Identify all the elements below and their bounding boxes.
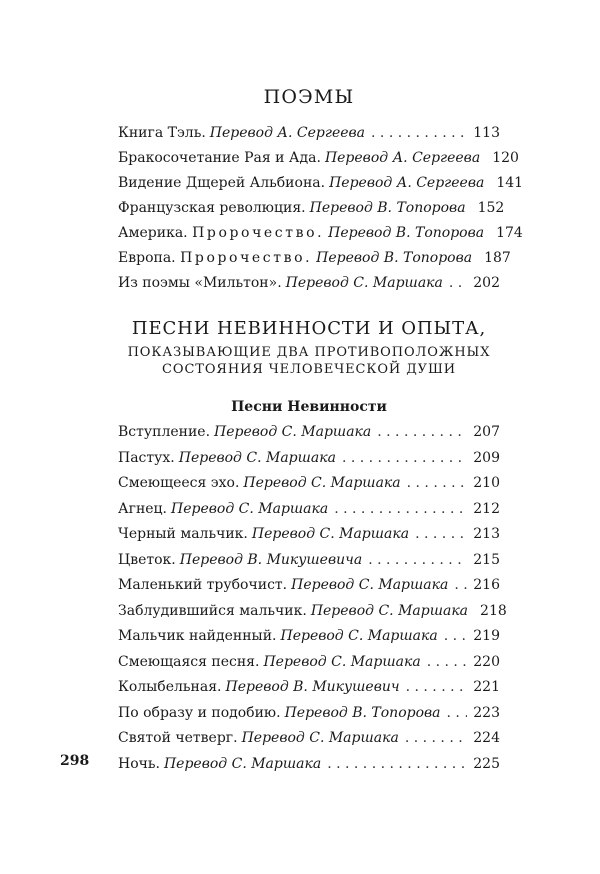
entry-title: Вступление. — [118, 424, 211, 440]
entry-title: Заблудившийся мальчик. — [118, 602, 307, 619]
entry-title-spaced: Пророчество. — [192, 225, 325, 241]
toc-entry — [118, 573, 500, 599]
page-number: 298 — [60, 753, 90, 769]
dot-leader — [406, 675, 468, 701]
entry-translator: Перевод С. Маршака — [171, 500, 329, 517]
toc-entry — [118, 196, 505, 221]
entry-translator: Перевод В. Топорова — [316, 250, 473, 266]
subsection-heading-innocence: Песни Невинности — [231, 399, 387, 415]
toc-entry — [118, 650, 500, 676]
section-heading-songs: ПЕСНИ НЕВИННОСТИ И ОПЫТА, — [131, 318, 487, 339]
entry-page-number: 220 — [473, 653, 500, 670]
entry-page-number: 221 — [473, 679, 500, 695]
entry-translator: Перевод С. Маршака — [291, 577, 449, 593]
entry-page-number: 113 — [473, 125, 500, 141]
toc-entry — [118, 446, 500, 472]
entry-page-number: 202 — [473, 275, 500, 291]
entry-page-number: 174 — [496, 225, 523, 241]
entry-page-number: 223 — [473, 704, 500, 721]
entry-page-number: 225 — [473, 755, 500, 772]
entry-page-number: 216 — [473, 577, 500, 593]
entry-page-number: 224 — [473, 730, 500, 746]
toc-list-poems — [118, 121, 524, 296]
toc-entry — [118, 548, 500, 574]
entry-title: Смеющаяся песня. — [118, 653, 260, 670]
entry-translator: Перевод С. Маршака — [280, 628, 438, 644]
entry-translator: Перевод С. Маршака — [178, 449, 336, 466]
entry-title: Цветок. — [118, 551, 176, 568]
dot-leader — [377, 420, 467, 446]
entry-page-number: 212 — [473, 500, 500, 517]
toc-entry — [118, 497, 500, 523]
toc-entry — [118, 624, 500, 650]
entry-translator: Перевод С. Маршака — [310, 602, 469, 619]
toc-entry — [118, 146, 519, 171]
entry-translator: Перевод С. Маршака — [243, 475, 401, 491]
entry-translator: Перевод С. Маршака — [263, 653, 421, 670]
entry-translator: Перевод С. Маршака — [163, 755, 322, 772]
toc-entry — [118, 599, 507, 625]
entry-page-number: 187 — [484, 250, 511, 266]
toc-entry — [118, 171, 524, 196]
entry-title: По образу и подобию. — [118, 704, 281, 721]
toc-entry — [118, 246, 511, 271]
dot-leader — [327, 752, 467, 778]
dot-leader — [407, 471, 468, 497]
entry-page-number: 209 — [473, 449, 500, 466]
entry-title-main: Америка. — [118, 225, 188, 241]
entry-title-spaced: Пророчество. — [180, 250, 313, 266]
entry-translator: Перевод В. Топорова — [328, 225, 485, 241]
toc-entry — [118, 121, 500, 146]
entry-page-number: 213 — [473, 526, 500, 542]
entry-title: Колыбельная. — [118, 679, 222, 695]
entry-title: Видение Дщерей Альбиона. — [118, 175, 326, 191]
dot-leader — [447, 701, 468, 727]
entry-page-number: 210 — [473, 475, 500, 491]
dot-leader — [454, 573, 467, 599]
dot-leader — [371, 121, 467, 146]
dot-leader — [427, 650, 468, 676]
entry-title — [118, 221, 324, 246]
entry-translator: Перевод С. Маршака — [214, 424, 372, 440]
entry-translator: Перевод А. Сергеева — [329, 175, 485, 191]
entry-title: Смеющееся эхо. — [118, 475, 240, 491]
dot-leader — [444, 624, 468, 650]
entry-page-number: 207 — [473, 424, 500, 440]
dot-leader — [368, 548, 467, 574]
entry-page-number: 215 — [473, 551, 500, 568]
entry-title: Агнец. — [118, 500, 168, 517]
entry-translator: Перевод А. Сергеева — [324, 150, 481, 166]
entry-translator: Перевод В. Микушевич — [225, 679, 400, 695]
entry-title: Бракосочетание Рая и Ада. — [118, 150, 321, 166]
dot-leader — [342, 446, 467, 472]
toc-entry — [118, 701, 500, 727]
entry-title: Из поэмы «Мильтон». — [118, 275, 282, 291]
entry-translator: Перевод А. Сергеева — [209, 125, 366, 141]
entry-translator: Перевод С. Маршака — [241, 730, 399, 746]
section-heading-poems: ПОЭМЫ — [263, 86, 355, 108]
entry-title: Французская революция. — [118, 200, 306, 216]
toc-entry — [118, 675, 500, 701]
entry-page-number: 141 — [496, 175, 524, 191]
entry-title: Черный мальчик. — [118, 526, 248, 542]
entry-title: Книга Тэль. — [118, 125, 206, 141]
entry-translator: Перевод С. Маршака — [251, 526, 410, 542]
entry-page-number: 218 — [480, 602, 507, 619]
entry-translator: Перевод С. Маршака — [285, 275, 443, 291]
toc-entry — [118, 420, 500, 446]
entry-title: Святой четверг. — [118, 730, 238, 746]
entry-title: Маленький трубочист. — [118, 577, 288, 593]
dot-leader — [449, 271, 467, 296]
entry-title — [118, 246, 312, 271]
entry-title: Мальчик найденный. — [118, 628, 277, 644]
entry-page-number: 219 — [473, 628, 500, 644]
entry-translator: Перевод В. Топорова — [309, 200, 466, 216]
entry-title-main: Европа. — [118, 250, 176, 266]
dot-leader — [405, 726, 467, 752]
dot-leader — [415, 522, 467, 548]
entry-translator: Перевод В. Топорова — [284, 704, 441, 721]
toc-entry — [118, 726, 500, 752]
entry-translator: Перевод В. Микушевича — [179, 551, 363, 568]
entry-page-number: 152 — [477, 200, 505, 216]
toc-list-innocence — [118, 420, 507, 777]
toc-entry — [118, 471, 500, 497]
entry-title: Ночь. — [118, 755, 160, 772]
section-subheading-line2: СОСТОЯНИЯ ЧЕЛОВЕЧЕСКОЙ ДУШИ — [162, 362, 456, 377]
toc-entry — [118, 752, 500, 778]
toc-entry — [118, 221, 523, 246]
toc-entry — [118, 271, 500, 296]
entry-title: Пастух. — [118, 449, 175, 466]
entry-page-number: 120 — [492, 150, 519, 166]
dot-leader — [334, 497, 467, 523]
section-subheading-line1: ПОКАЗЫВАЮЩИЕ ДВА ПРОТИВОПОЛОЖНЫХ — [127, 345, 491, 360]
toc-entry — [118, 522, 500, 548]
